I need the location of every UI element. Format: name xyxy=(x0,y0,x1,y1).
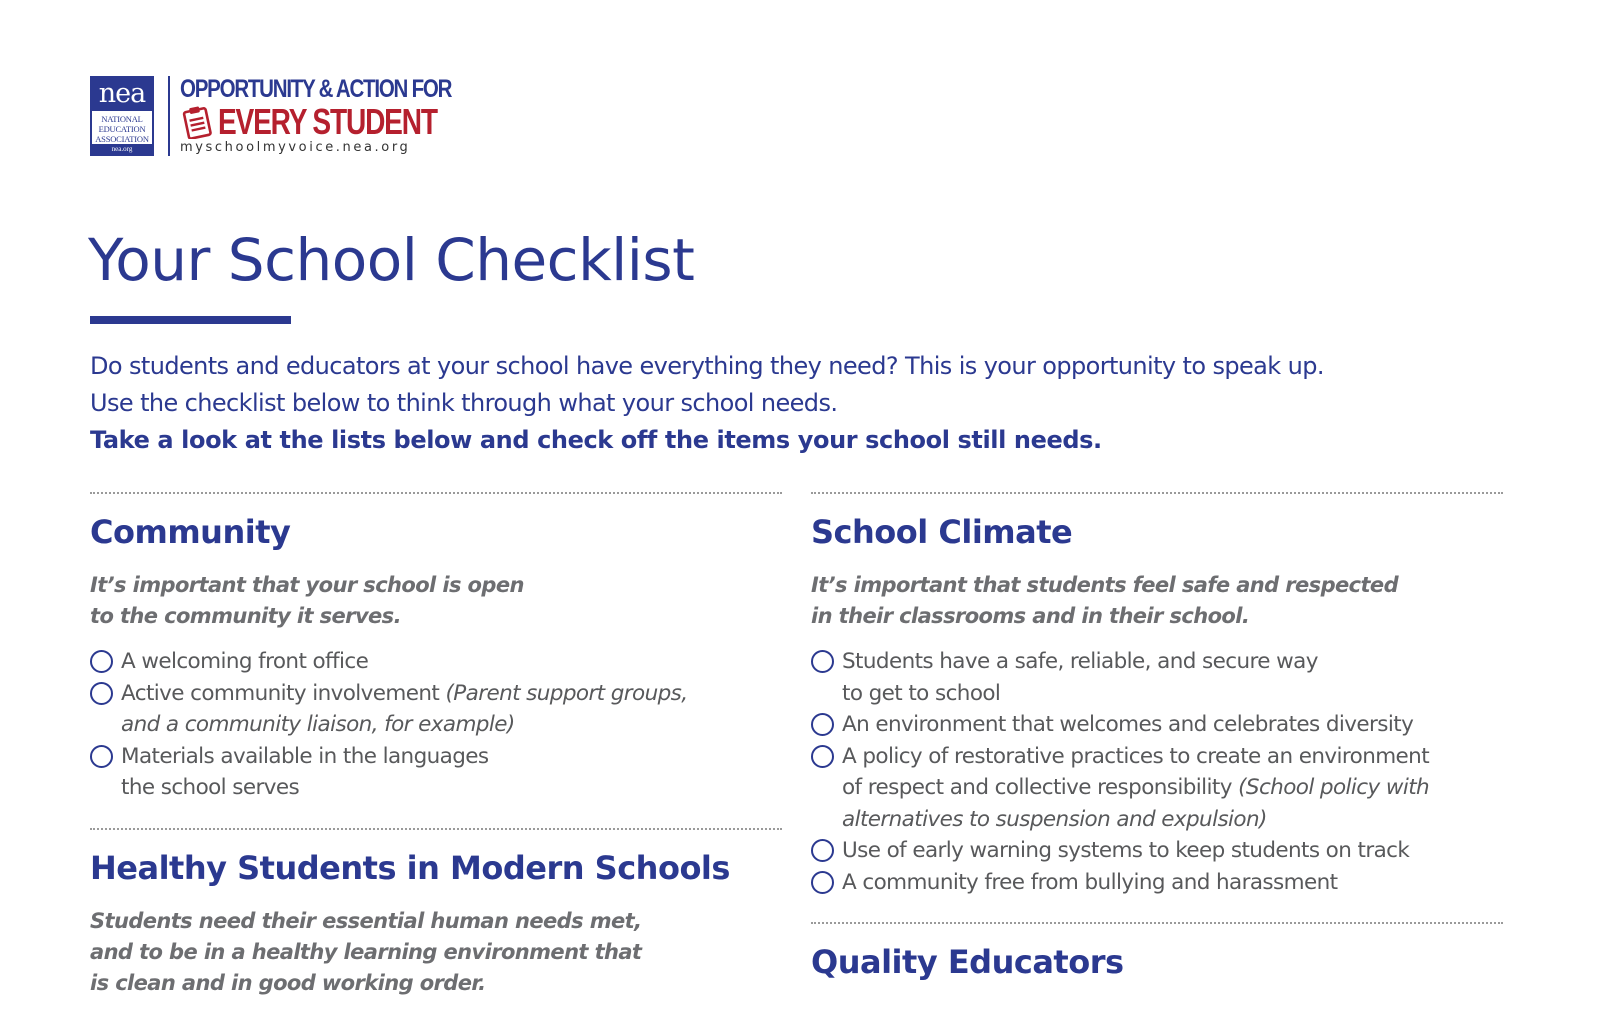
nea-logo-sub-line: ASSOCIATION xyxy=(95,134,149,144)
nea-logo-subtitle xyxy=(95,114,149,144)
nea-logo xyxy=(90,76,154,156)
checkbox-circle[interactable] xyxy=(90,682,113,705)
checklist-item-note: and a community liaison, for example) xyxy=(121,712,515,737)
section-school-climate xyxy=(811,512,1503,898)
checklist-item[interactable] xyxy=(811,867,1503,899)
checklist-item[interactable] xyxy=(811,646,1503,709)
checkbox-circle[interactable] xyxy=(811,713,834,736)
right-column xyxy=(811,492,1503,1006)
campaign-url: myschoolmyvoice.nea.org xyxy=(180,140,411,155)
checklist-item-line xyxy=(842,772,1429,804)
checklist-item-main: Active community involvement xyxy=(121,680,446,706)
section-description-line: to the community it serves. xyxy=(90,604,401,628)
section-description-line: in their classrooms and in their school. xyxy=(811,604,1250,628)
checklist-item[interactable] xyxy=(90,646,782,678)
header-logo xyxy=(90,76,511,158)
section-description-line: Students need their essential human needs met, xyxy=(90,908,642,933)
intro-text xyxy=(90,348,1324,459)
checklist-item-note: (Parent support groups, xyxy=(445,680,688,706)
intro-instruction: Take a look at the lists below and check off the items your school still needs. xyxy=(90,426,1102,454)
section-title: Healthy Students in Modern Schools xyxy=(90,848,730,887)
checklist-item-text xyxy=(842,709,1413,741)
checklist-item-line xyxy=(121,678,688,710)
section-divider xyxy=(811,922,1503,924)
checklist-item[interactable] xyxy=(811,709,1503,741)
checklist-item-line: An environment that welcomes and celebrates diversity xyxy=(842,712,1414,737)
checklist-item-line: A policy of restorative practices to create an environment xyxy=(842,743,1430,769)
checklist-item-line: Use of early warning systems to keep students on track xyxy=(842,838,1410,863)
section-title: Quality Educators xyxy=(811,943,1124,981)
campaign-logo-line2: EVERY STUDENT xyxy=(218,101,437,142)
section-community xyxy=(90,512,782,804)
section-description-line: It’s important that your school is open xyxy=(90,573,524,597)
page-title: Your School Checklist xyxy=(88,226,695,294)
checklist-item-main: of respect and collective responsibility xyxy=(842,775,1239,800)
checklist-item[interactable] xyxy=(90,678,782,741)
campaign-logo xyxy=(180,76,511,155)
nea-logo-sub-line: NATIONAL xyxy=(101,114,143,124)
checklist-item-text xyxy=(842,835,1409,867)
section-divider xyxy=(811,492,1503,494)
checklist xyxy=(90,646,782,804)
checklist-item-line: Students have a safe, reliable, and secure way xyxy=(842,649,1318,674)
section-description xyxy=(90,906,782,999)
checklist-item-text xyxy=(121,678,688,741)
checkbox-circle[interactable] xyxy=(90,745,113,768)
checklist-item-text xyxy=(842,741,1429,836)
section-description-line: It’s important that students feel safe and respected xyxy=(811,573,1399,597)
campaign-logo-line2-wrap xyxy=(180,101,511,142)
checklist-item-text xyxy=(121,646,368,678)
checkbox-circle[interactable] xyxy=(811,839,834,862)
checklist-item-text xyxy=(842,867,1337,899)
checklist-item-note: (School policy with xyxy=(1238,775,1430,800)
checklist-item[interactable] xyxy=(90,741,782,804)
section-quality-educators xyxy=(811,942,1503,982)
checkbox-circle[interactable] xyxy=(90,650,113,673)
campaign-logo-line1: OPPORTUNITY & ACTION FOR xyxy=(180,75,452,103)
checkbox-circle[interactable] xyxy=(811,650,834,673)
logo-divider xyxy=(168,76,170,156)
checklist xyxy=(811,646,1503,898)
checklist-item-line: the school serves xyxy=(121,775,300,800)
checklist-item-line: A welcoming front office xyxy=(121,649,369,674)
checklist-item-note: alternatives to suspension and expulsion) xyxy=(842,806,1267,832)
section-divider xyxy=(90,492,782,494)
section-divider xyxy=(90,828,782,830)
section-healthy-students xyxy=(90,848,782,999)
checklist-item[interactable] xyxy=(811,835,1503,867)
checklist-item[interactable] xyxy=(811,741,1503,836)
left-column xyxy=(90,492,782,1023)
section-title: School Climate xyxy=(811,513,1073,551)
section-description-line: and to be in a healthy learning environment that xyxy=(90,939,642,964)
checklist-item-text xyxy=(842,646,1318,709)
nea-logo-url: nea.org xyxy=(92,144,152,154)
clipboard-icon xyxy=(180,105,214,139)
intro-line: Use the checklist below to think through what your school needs. xyxy=(90,389,838,417)
checklist-item-text xyxy=(121,741,489,804)
section-description xyxy=(90,570,782,632)
nea-logo-word: nea xyxy=(92,78,152,111)
section-description-line: is clean and in good working order. xyxy=(90,970,486,995)
nea-logo-sub-line: EDUCATION xyxy=(98,124,146,134)
intro-line: Do students and educators at your school have everything they need? This is your opportunity to speak up. xyxy=(90,352,1324,380)
title-underline xyxy=(90,316,291,324)
section-title: Community xyxy=(90,513,291,551)
checklist-item-line: to get to school xyxy=(842,680,1001,706)
checklist-item-line: A community free from bullying and harassment xyxy=(842,869,1338,895)
checklist-item-line: Materials available in the languages xyxy=(121,743,489,769)
section-description xyxy=(811,570,1503,632)
checkbox-circle[interactable] xyxy=(811,871,834,894)
checkbox-circle[interactable] xyxy=(811,745,834,768)
